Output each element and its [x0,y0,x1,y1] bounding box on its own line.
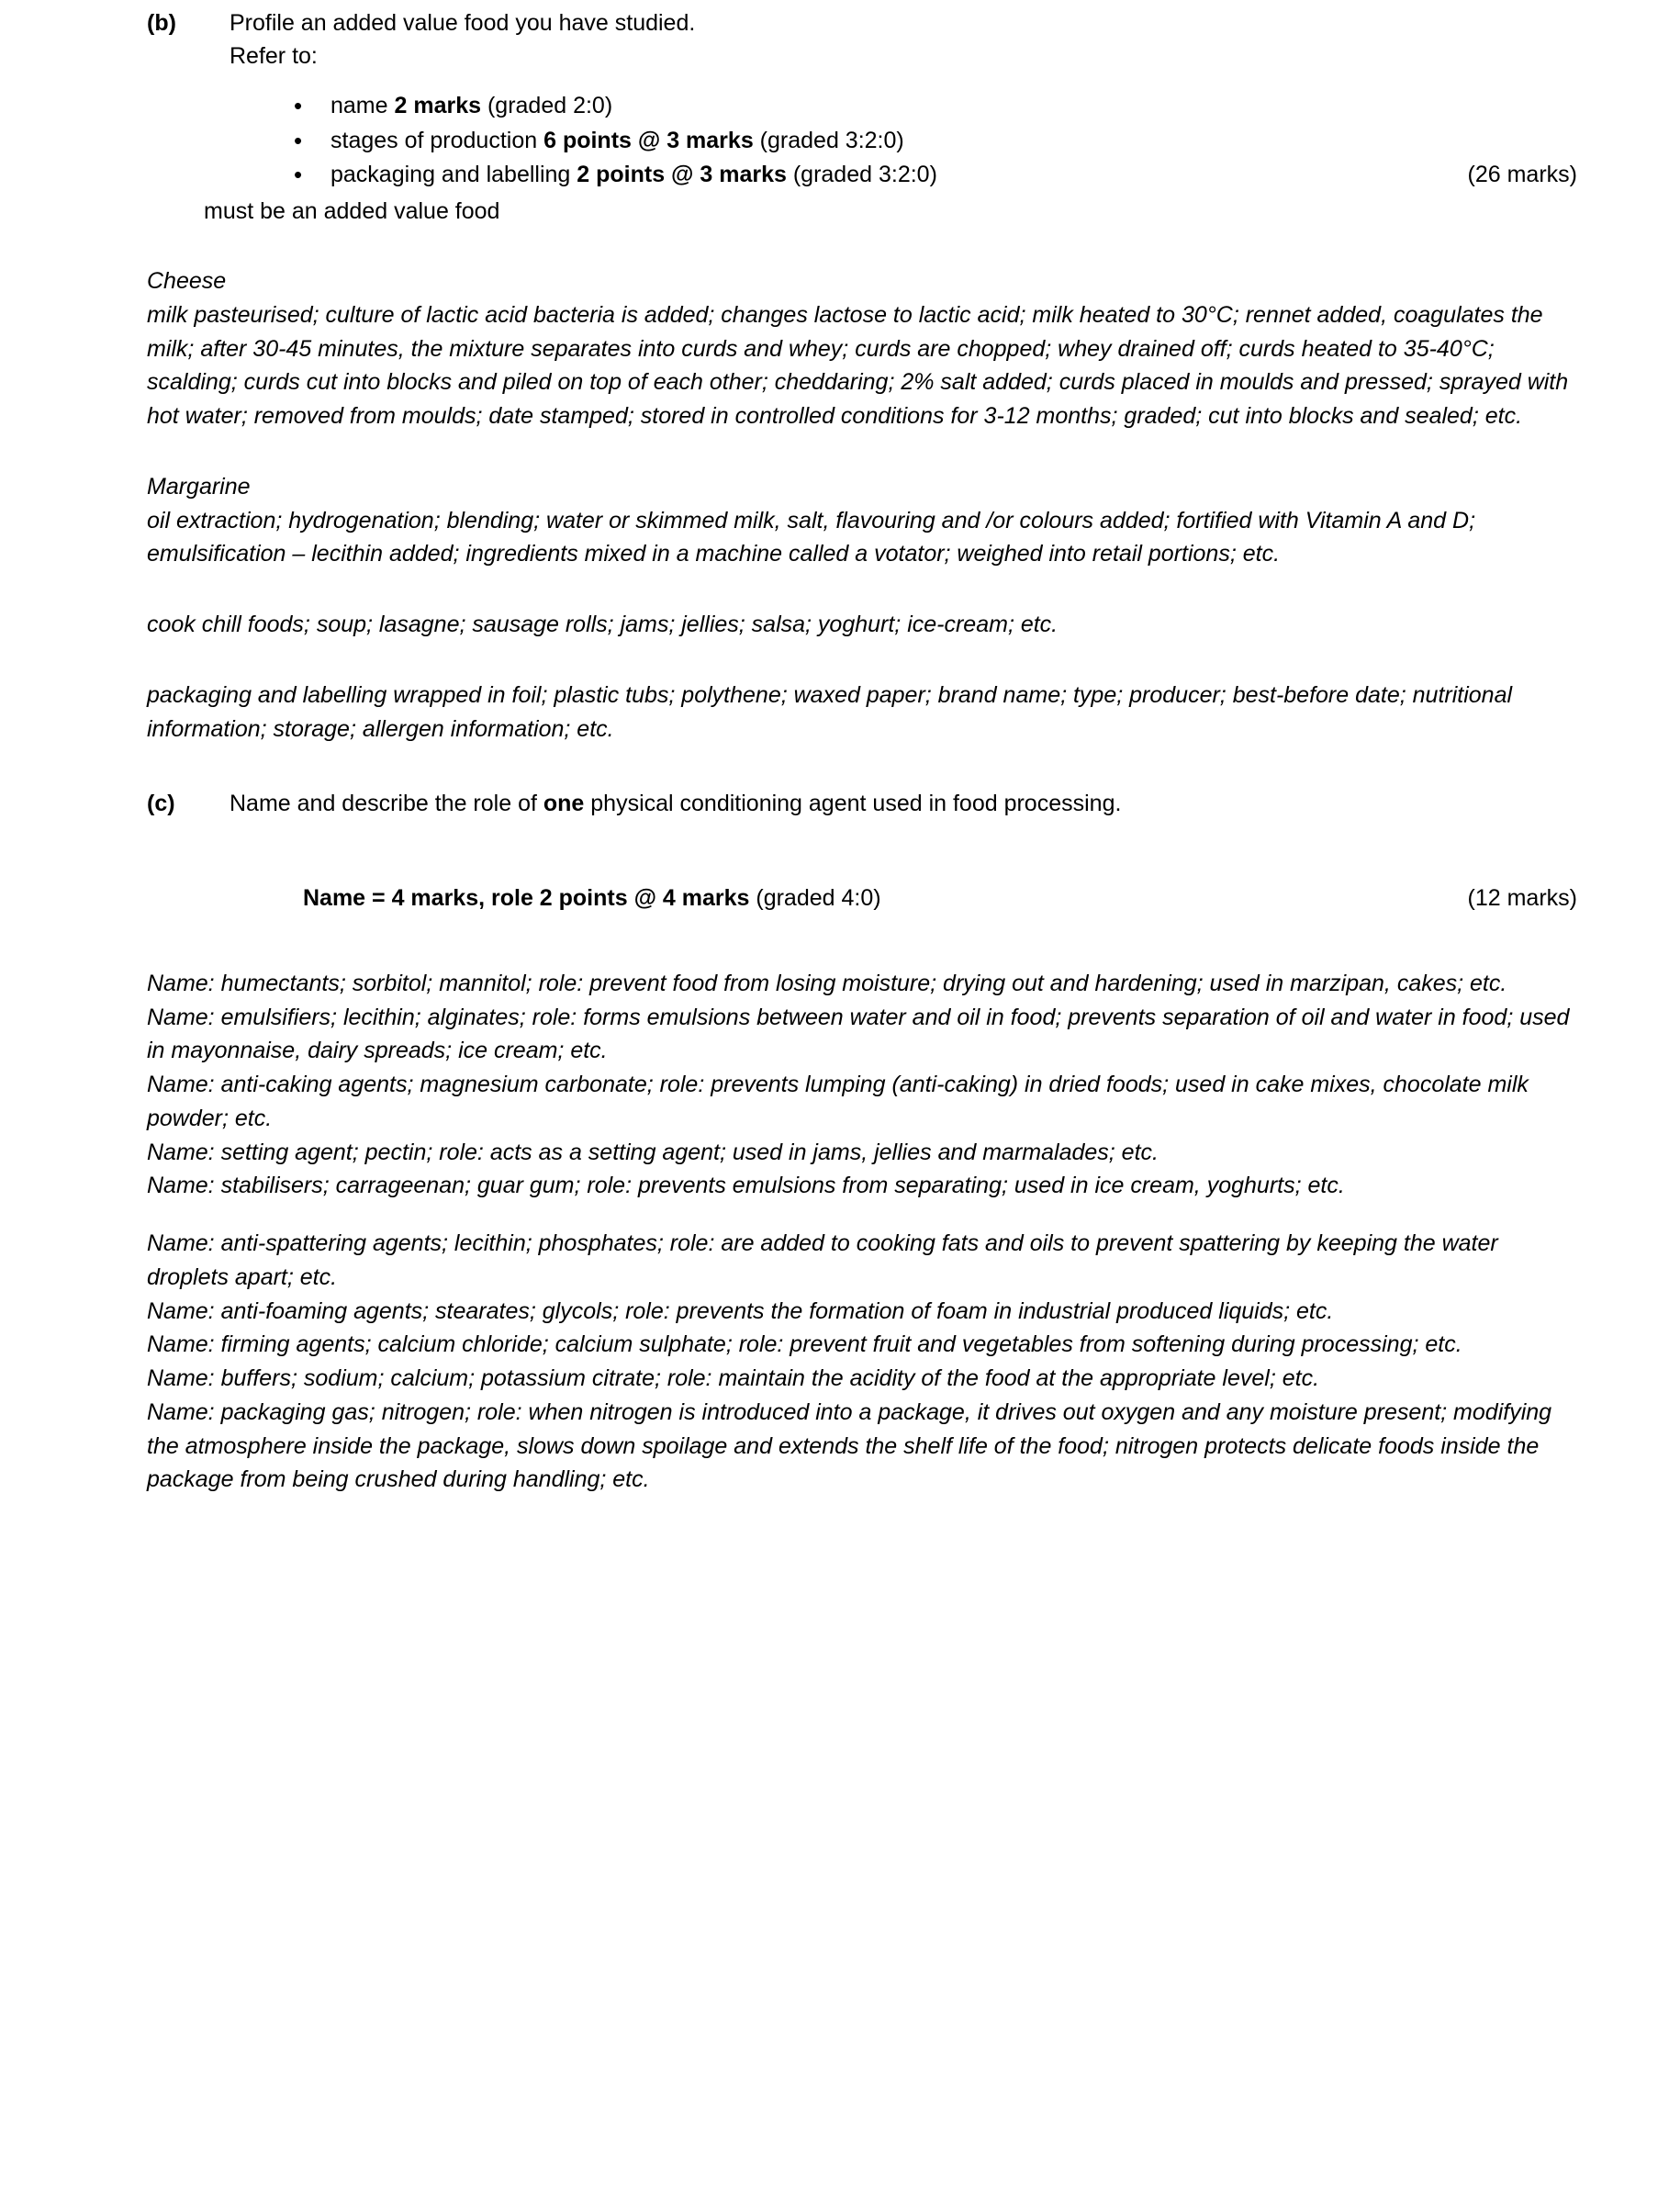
margarine-body: oil extraction; hydrogenation; blending; water or skimmed milk, salt, flavouring and /or colours added; fortified with Vitamin A and D; emulsification – lecithin added; ingredients mixed in a machine called a votator; weighed into retail portions; etc. [147,507,1476,567]
question-c-label: (c) [147,791,175,817]
bullet-1-post: (graded 2:0) [481,93,613,118]
answer-item: Name: buffers; sodium; calcium; potassium citrate; role: maintain the acidity of the food at the appropriate level; etc. [147,1365,1320,1391]
answer-item: Name: anti-spattering agents; lecithin; phosphates; role: are added to cooking fats and oils to prevent spattering by keeping the water droplets apart; etc. [147,1230,1498,1290]
bullet-1-pre: name [330,93,395,118]
must-be-added-value-note: must be an added value food [204,197,500,224]
bullet-3-pre: packaging and labelling [330,162,577,187]
answer-item: Name: firming agents; calcium chloride; calcium sulphate; role: prevent fruit and vegetables from softening during processing; etc. [147,1331,1462,1358]
bullet-3-marks: (26 marks) [1467,162,1577,187]
bullet-2-post: (graded 3:2:0) [753,127,904,153]
answers-group-1 [147,967,1577,1203]
question-b-bullet-list [147,89,1577,193]
question-c-marking-scheme [147,885,1577,912]
answer-item: Name: anti-foaming agents; stearates; glycols; role: prevents the formation of foam in industrial produced liquids; etc. [147,1297,1334,1324]
bullet-2-bold: 6 points @ 3 marks [543,127,754,153]
cheese-body: milk pasteurised; culture of lactic acid bacteria is added; changes lactose to lactic acid; milk heated to 30°C; rennet added, coagulates the milk; after 30-45 minutes, the mixture separates into curds and whey; curds are chopped; whey drained off; curds heated to 35-40°C; scalding; curds cut into blocks and piled on top of each other; cheddaring; 2% salt added; curds placed in moulds and pressed; sprayed with hot water; removed from moulds; date stamped; stored in controlled conditions for 3-12 months; graded; cut into blocks and sealed; etc. [147,301,1569,429]
spacer [147,1203,1577,1227]
question-c-row [147,788,1577,821]
answer-item: Name: setting agent; pectin; role: acts as a setting agent; used in jams, jellies and marmalades; etc. [147,1139,1159,1165]
answer-item: Name: stabilisers; carrageenan; guar gum; role: prevents emulsions from separating; used in ice cream, yoghurts; etc. [147,1173,1345,1199]
answer-item: Name: anti-caking agents; magnesium carbonate; role: prevents lumping (anti-caking) in dried foods; used in cake mixes, chocolate milk powder; etc. [147,1072,1529,1131]
other-foods-text: cook chill foods; soup; lasagne; sausage rolls; jams; jellies; salsa; yoghurt; ice-cream; etc. [147,612,1059,637]
answers-group-2 [147,1227,1577,1497]
bullet-3-bold: 2 points @ 3 marks [577,162,787,187]
scheme-bold: Name = 4 marks, role 2 points @ 4 marks [303,884,750,911]
list-item [147,158,1577,193]
list-item [147,124,1577,159]
question-b-refer: Refer to: [230,42,318,69]
bullet-2-pre: stages of production [330,127,544,153]
scheme-post: (graded 4:0) [749,884,881,911]
question-c-stem [230,788,1577,821]
question-c-stem-post: physical conditioning agent used in food processing. [584,791,1122,817]
question-b-label: (b) [147,10,176,36]
answer-item: Name: humectants; sorbitol; mannitol; role: prevent food from losing moisture; drying out and hardening; used in marzipan, cakes; etc. [147,970,1507,996]
bullet-1-bold: 2 marks [394,93,482,118]
cheese-heading: Cheese [147,268,227,294]
answer-item: Name: packaging gas; nitrogen; role: when nitrogen is introduced into a package, it drives out oxygen and any moisture present; modifying the atmosphere inside the package, slows down spoilage and extends the shelf life of the food; nitrogen protects delicate foods inside the package from being crushed during handling; etc. [147,1398,1552,1493]
cheese-section [147,264,1577,433]
question-c-stem-bold: one [543,791,585,817]
question-c-marks: (12 marks) [1467,884,1577,911]
question-c-stem-pre: Name and describe the role of [230,791,543,817]
margarine-section [147,470,1577,571]
question-b-row [147,7,1577,40]
answer-item: Name: emulsifiers; lecithin; alginates; role: forms emulsions between water and oil in food; prevents separation of oil and water in food; used in mayonnaise, dairy spreads; ice cream; etc. [147,1004,1570,1064]
list-item [147,89,1577,124]
packaging-note-text: packaging and labelling wrapped in foil; plastic tubs; polythene; waxed paper; brand name; type; producer; best-before date; nutritional information; storage; allergen information; etc. [147,681,1513,742]
packaging-note-section [147,679,1577,747]
margarine-heading: Margarine [147,473,251,500]
question-b-stem: Profile an added value food you have studied. [230,10,696,36]
bullet-3-post: (graded 3:2:0) [786,162,937,187]
other-foods-section [147,608,1577,642]
